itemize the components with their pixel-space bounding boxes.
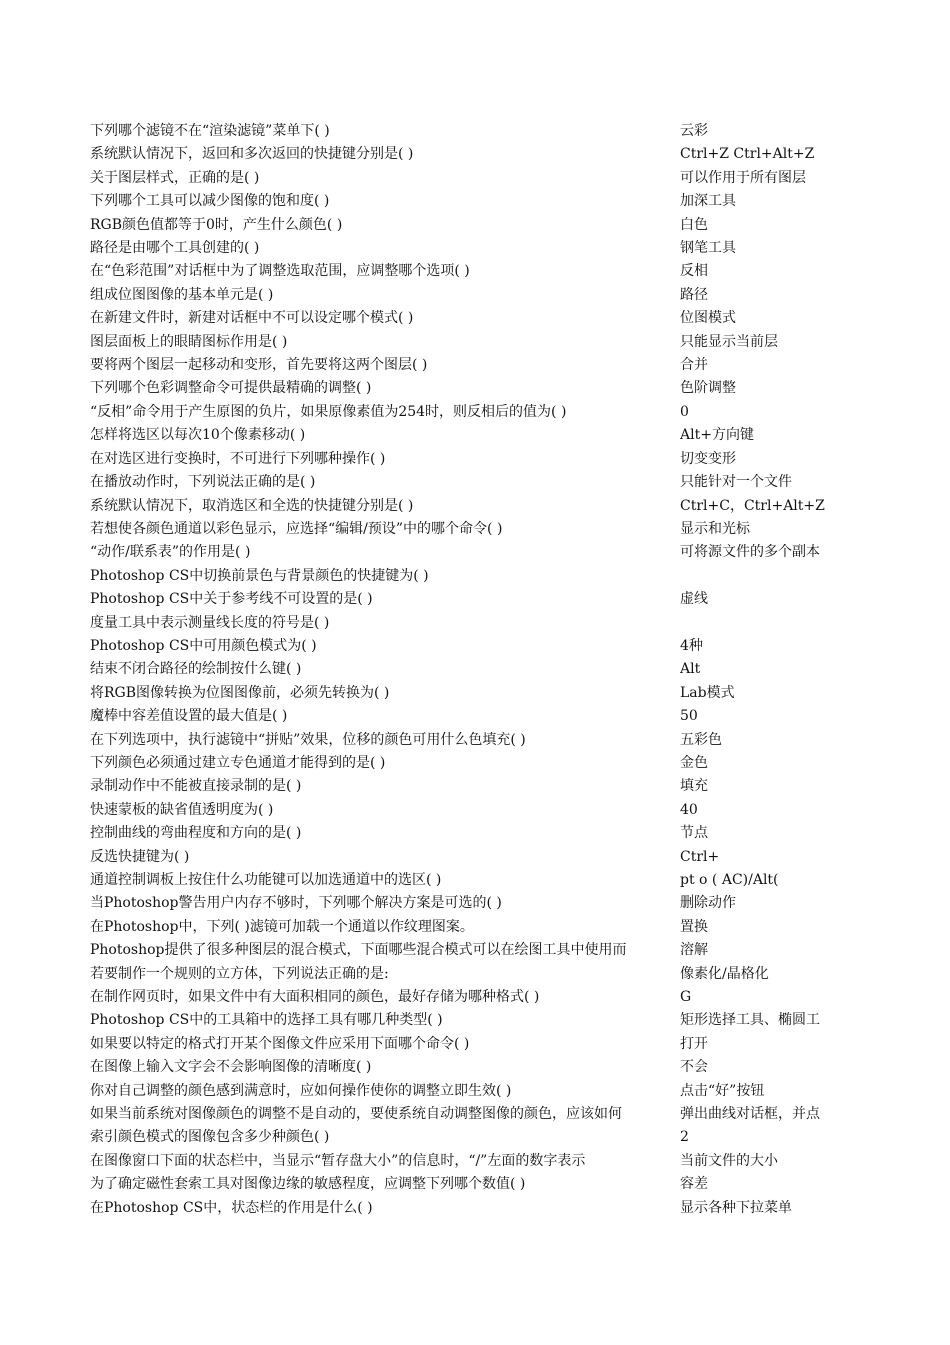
answer-text: 路径 bbox=[680, 286, 708, 303]
answer-text: 钢笔工具 bbox=[680, 240, 736, 257]
qa-row bbox=[90, 541, 850, 564]
question-text: 怎样将选区以每次10个像素移动( ) bbox=[90, 427, 306, 444]
question-text: 度量工具中表示测量线长度的符号是( ) bbox=[90, 614, 330, 631]
qa-row bbox=[90, 588, 850, 611]
answer-text: 当前文件的大小 bbox=[680, 1152, 778, 1169]
answer-text: 弹出曲线对话框，并点 bbox=[680, 1106, 820, 1123]
answer-text: 容差 bbox=[680, 1176, 708, 1193]
qa-row bbox=[90, 635, 850, 658]
question-text: Photoshop CS中关于参考线不可设置的是( ) bbox=[90, 591, 373, 608]
question-text: 索引颜色模式的图像包含多少种颜色( ) bbox=[90, 1129, 330, 1146]
qa-row bbox=[90, 822, 850, 845]
question-text: 在下列选项中，执行滤镜中“拼贴”效果，位移的颜色可用什么色填充( ) bbox=[90, 731, 526, 748]
question-text: 如果当前系统对图像颜色的调整不是自动的，要使系统自动调整图像的颜色，应该如何 bbox=[90, 1106, 622, 1123]
question-text: 在播放动作时，下列说法正确的是( ) bbox=[90, 474, 316, 491]
answer-text: 像素化/晶格化 bbox=[680, 965, 769, 982]
qa-row bbox=[90, 1197, 850, 1220]
qa-row bbox=[90, 565, 850, 588]
qa-row bbox=[90, 237, 850, 260]
answer-text: 0 bbox=[680, 403, 689, 420]
question-text: 当Photoshop警告用户内存不够时，下列哪个解决方案是可选的( ) bbox=[90, 895, 502, 912]
qa-row bbox=[90, 939, 850, 962]
answer-text: Ctrl+ bbox=[680, 848, 720, 865]
question-text: 关于图层样式，正确的是( ) bbox=[90, 169, 260, 186]
question-text: 反选快捷键为( ) bbox=[90, 848, 190, 865]
question-answer-list bbox=[90, 120, 850, 1220]
question-text: 将RGB图像转换为位图图像前，必须先转换为( ) bbox=[90, 684, 390, 701]
answer-text: Lab模式 bbox=[680, 684, 735, 701]
qa-row bbox=[90, 424, 850, 447]
qa-row bbox=[90, 682, 850, 705]
qa-row bbox=[90, 518, 850, 541]
question-text: 路径是由哪个工具创建的( ) bbox=[90, 240, 260, 257]
answer-text: 位图模式 bbox=[680, 310, 736, 327]
qa-row bbox=[90, 916, 850, 939]
answer-text: Ctrl+C，Ctrl+Alt+Z bbox=[680, 497, 825, 514]
question-text: 魔棒中容差值设置的最大值是( ) bbox=[90, 708, 288, 725]
qa-row bbox=[90, 658, 850, 681]
qa-row bbox=[90, 471, 850, 494]
question-text: 若要制作一个规则的立方体，下列说法正确的是: bbox=[90, 965, 389, 982]
answer-text: 填充 bbox=[680, 778, 708, 795]
answer-text: 只能针对一个文件 bbox=[680, 474, 792, 491]
question-text: 在新建文件时，新建对话框中不可以设定哪个模式( ) bbox=[90, 310, 414, 327]
qa-row bbox=[90, 1033, 850, 1056]
answer-text: Alt bbox=[680, 661, 701, 678]
answer-text: 金色 bbox=[680, 754, 708, 771]
answer-text: Alt+方向键 bbox=[680, 427, 754, 444]
answer-text: 云彩 bbox=[680, 123, 708, 139]
answer-text: Ctrl+Z Ctrl+Alt+Z bbox=[680, 146, 815, 163]
question-text: 系统默认情况下，返回和多次返回的快捷键分别是( ) bbox=[90, 146, 414, 163]
question-text: RGB颜色值都等于0时，产生什么颜色( ) bbox=[90, 216, 343, 233]
question-text: 下列哪个色彩调整命令可提供最精确的调整( ) bbox=[90, 380, 372, 397]
qa-row bbox=[90, 120, 850, 143]
question-text: 系统默认情况下，取消选区和全选的快捷键分别是( ) bbox=[90, 497, 414, 514]
question-text: 录制动作中不能被直接录制的是( ) bbox=[90, 778, 302, 795]
answer-text: 可以作用于所有图层 bbox=[680, 169, 806, 186]
question-text: 结束不闭合路径的绘制按什么键( ) bbox=[90, 661, 302, 678]
answer-text: 只能显示当前层 bbox=[680, 333, 778, 350]
qa-row bbox=[90, 705, 850, 728]
answer-text: G bbox=[680, 989, 692, 1006]
qa-row bbox=[90, 869, 850, 892]
qa-row bbox=[90, 775, 850, 798]
qa-row bbox=[90, 401, 850, 424]
question-text: 组成位图图像的基本单元是( ) bbox=[90, 286, 274, 303]
qa-row bbox=[90, 377, 850, 400]
qa-row bbox=[90, 612, 850, 635]
question-text: 通道控制调板上按住什么功能键可以加选通道中的选区( ) bbox=[90, 872, 442, 888]
answer-text: 40 bbox=[680, 801, 698, 818]
question-text: “动作/联系表”的作用是( ) bbox=[90, 544, 251, 561]
qa-row bbox=[90, 495, 850, 518]
answer-text: 显示和光标 bbox=[680, 520, 750, 537]
question-text: 若想使各颜色通道以彩色显示，应选择“编辑/预设”中的哪个命令( ) bbox=[90, 520, 503, 537]
question-text: 在制作网页时，如果文件中有大面积相同的颜色，最好存储为哪种格式( ) bbox=[90, 989, 540, 1006]
qa-row bbox=[90, 143, 850, 166]
qa-row bbox=[90, 448, 850, 471]
question-text: 下列哪个滤镜不在“渲染滤镜”菜单下( ) bbox=[90, 123, 330, 139]
answer-text: 五彩色 bbox=[680, 731, 722, 748]
qa-row bbox=[90, 1150, 850, 1173]
qa-row bbox=[90, 331, 850, 354]
qa-row bbox=[90, 986, 850, 1009]
question-text: 在Photoshop CS中，状态栏的作用是什么( ) bbox=[90, 1199, 373, 1216]
qa-row bbox=[90, 752, 850, 775]
question-text: 快速蒙板的缺省值透明度为( ) bbox=[90, 801, 274, 818]
qa-row bbox=[90, 167, 850, 190]
answer-text: 反相 bbox=[680, 263, 708, 280]
answer-text: 删除动作 bbox=[680, 895, 736, 912]
qa-row bbox=[90, 1126, 850, 1149]
answer-text: 矩形选择工具、椭圆工 bbox=[680, 1012, 820, 1029]
qa-row bbox=[90, 260, 850, 283]
question-text: “反相”命令用于产生原图的负片，如果原像素值为254时，则反相后的值为( ) bbox=[90, 403, 567, 420]
qa-row bbox=[90, 190, 850, 213]
qa-row bbox=[90, 1080, 850, 1103]
question-text: 要将两个图层一起移动和变形，首先要将这两个图层( ) bbox=[90, 357, 428, 374]
answer-text: 打开 bbox=[680, 1035, 708, 1052]
question-text: 如果要以特定的格式打开某个图像文件应采用下面哪个命令( ) bbox=[90, 1035, 470, 1052]
answer-text: 加深工具 bbox=[680, 193, 736, 210]
qa-row bbox=[90, 284, 850, 307]
qa-row bbox=[90, 354, 850, 377]
qa-row bbox=[90, 1173, 850, 1196]
qa-row bbox=[90, 729, 850, 752]
answer-text: 虚线 bbox=[680, 591, 708, 608]
qa-row bbox=[90, 214, 850, 237]
question-text: Photoshop提供了很多种图层的混合模式，下面哪些混合模式可以在绘图工具中使用而 bbox=[90, 942, 627, 959]
question-text: 在图像窗口下面的状态栏中，当显示“暂存盘大小”的信息时，“/”左面的数字表示 bbox=[90, 1152, 586, 1169]
question-text: 在Photoshop中，下列( )滤镜可加载一个通道以作纹理图案。 bbox=[90, 918, 474, 935]
answer-text: 合并 bbox=[680, 357, 708, 374]
question-text: 你对自己调整的颜色感到满意时，应如何操作使你的调整立即生效( ) bbox=[90, 1082, 512, 1099]
question-text: 下列颜色必须通过建立专色通道才能得到的是( ) bbox=[90, 754, 386, 771]
answer-text: 切变变形 bbox=[680, 450, 736, 467]
answer-text: 色阶调整 bbox=[680, 380, 736, 397]
answer-text: 2 bbox=[680, 1129, 689, 1146]
question-text: 在图像上输入文字会不会影响图像的清晰度( ) bbox=[90, 1059, 372, 1076]
answer-text: 置换 bbox=[680, 918, 708, 935]
answer-text: 50 bbox=[680, 708, 698, 725]
question-text: 在对选区进行变换时，不可进行下列哪种操作( ) bbox=[90, 450, 386, 467]
answer-text: 点击“好”按钮 bbox=[680, 1082, 765, 1099]
answer-text: 4种 bbox=[680, 637, 703, 654]
answer-text: 白色 bbox=[680, 216, 708, 233]
answer-text: 可将源文件的多个副本 bbox=[680, 544, 820, 561]
question-text: 图层面板上的眼睛图标作用是( ) bbox=[90, 333, 288, 350]
qa-row bbox=[90, 892, 850, 915]
qa-row bbox=[90, 1056, 850, 1079]
answer-text: 显示各种下拉菜单 bbox=[680, 1199, 792, 1216]
qa-row bbox=[90, 1103, 850, 1126]
answer-text: 节点 bbox=[680, 825, 708, 842]
qa-row bbox=[90, 1009, 850, 1032]
question-text: Photoshop CS中可用颜色模式为( ) bbox=[90, 637, 317, 654]
question-text: 控制曲线的弯曲程度和方向的是( ) bbox=[90, 825, 302, 842]
qa-row bbox=[90, 307, 850, 330]
question-text: Photoshop CS中的工具箱中的选择工具有哪几种类型( ) bbox=[90, 1012, 443, 1029]
question-text: 在“色彩范围”对话框中为了调整选取范围，应调整哪个选项( ) bbox=[90, 263, 470, 280]
answer-text: pt o ( AC)/Alt( bbox=[680, 872, 779, 888]
answer-text: 溶解 bbox=[680, 942, 708, 959]
question-text: 为了确定磁性套索工具对图像边缘的敏感程度，应调整下列哪个数值( ) bbox=[90, 1176, 526, 1193]
question-text: Photoshop CS中切换前景色与背景颜色的快捷键为( ) bbox=[90, 567, 429, 584]
qa-row bbox=[90, 846, 850, 869]
qa-row bbox=[90, 799, 850, 822]
question-text: 下列哪个工具可以减少图像的饱和度( ) bbox=[90, 193, 330, 210]
qa-row bbox=[90, 963, 850, 986]
answer-text: 不会 bbox=[680, 1059, 708, 1076]
